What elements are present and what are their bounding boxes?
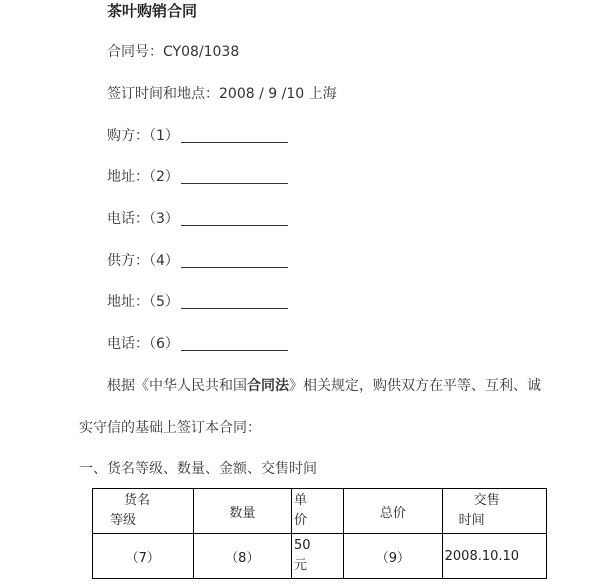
blank-line — [181, 252, 288, 268]
field-label: 电话：（6） — [107, 336, 179, 352]
header-unit-price: 单 价 — [292, 489, 344, 534]
field-label: 地址：（5） — [107, 294, 179, 310]
field-buyer-address — [107, 167, 288, 187]
blank-line — [181, 210, 288, 226]
header-delivery-time: 交售 时间 — [442, 489, 546, 534]
contract-number: 合同号：CY08/1038 — [107, 44, 240, 60]
cell-unit-price: 50 元 — [292, 534, 344, 579]
blank-line — [181, 293, 288, 309]
paragraph-text: 根据《中华人民共和国 — [107, 378, 247, 394]
table-row — [93, 534, 547, 579]
goods-table — [92, 488, 547, 579]
blank-line — [181, 335, 288, 351]
field-supplier — [107, 251, 288, 271]
field-supplier-address — [107, 292, 288, 312]
blank-line — [181, 127, 288, 143]
field-supplier-phone — [107, 334, 288, 354]
paragraph-intro — [107, 376, 541, 396]
law-name-bold: 合同法 — [247, 378, 289, 394]
field-buyer — [107, 126, 288, 146]
cell-quantity: （8） — [193, 534, 291, 579]
page-title: 茶叶购销合同 — [107, 2, 198, 20]
paragraph-text: 》相关规定，购供双方在平等、互利、诚 — [289, 378, 541, 394]
field-label: 电话：（3） — [107, 211, 179, 227]
header-goods-name: 货名 等级 — [93, 489, 194, 534]
header-quantity: 数量 — [193, 489, 291, 534]
field-label: 地址：（2） — [107, 169, 179, 185]
field-label: 购方：（1） — [107, 128, 179, 144]
section-heading: 一、货名等级、数量、金额、交售时间 — [79, 461, 317, 477]
field-label: 供方：（4） — [107, 253, 179, 269]
header-total: 总价 — [344, 489, 442, 534]
cell-delivery-time: 2008.10.10 — [442, 534, 546, 579]
signing-info: 签订时间和地点：2008 / 9 /10 上海 — [107, 86, 337, 102]
paragraph-intro-cont: 实守信的基础上签订本合同： — [79, 420, 261, 436]
table-header-row — [93, 489, 547, 534]
cell-total: （9） — [344, 534, 442, 579]
blank-line — [181, 168, 288, 184]
field-buyer-phone — [107, 209, 288, 229]
cell-goods-name: （7） — [93, 534, 194, 579]
